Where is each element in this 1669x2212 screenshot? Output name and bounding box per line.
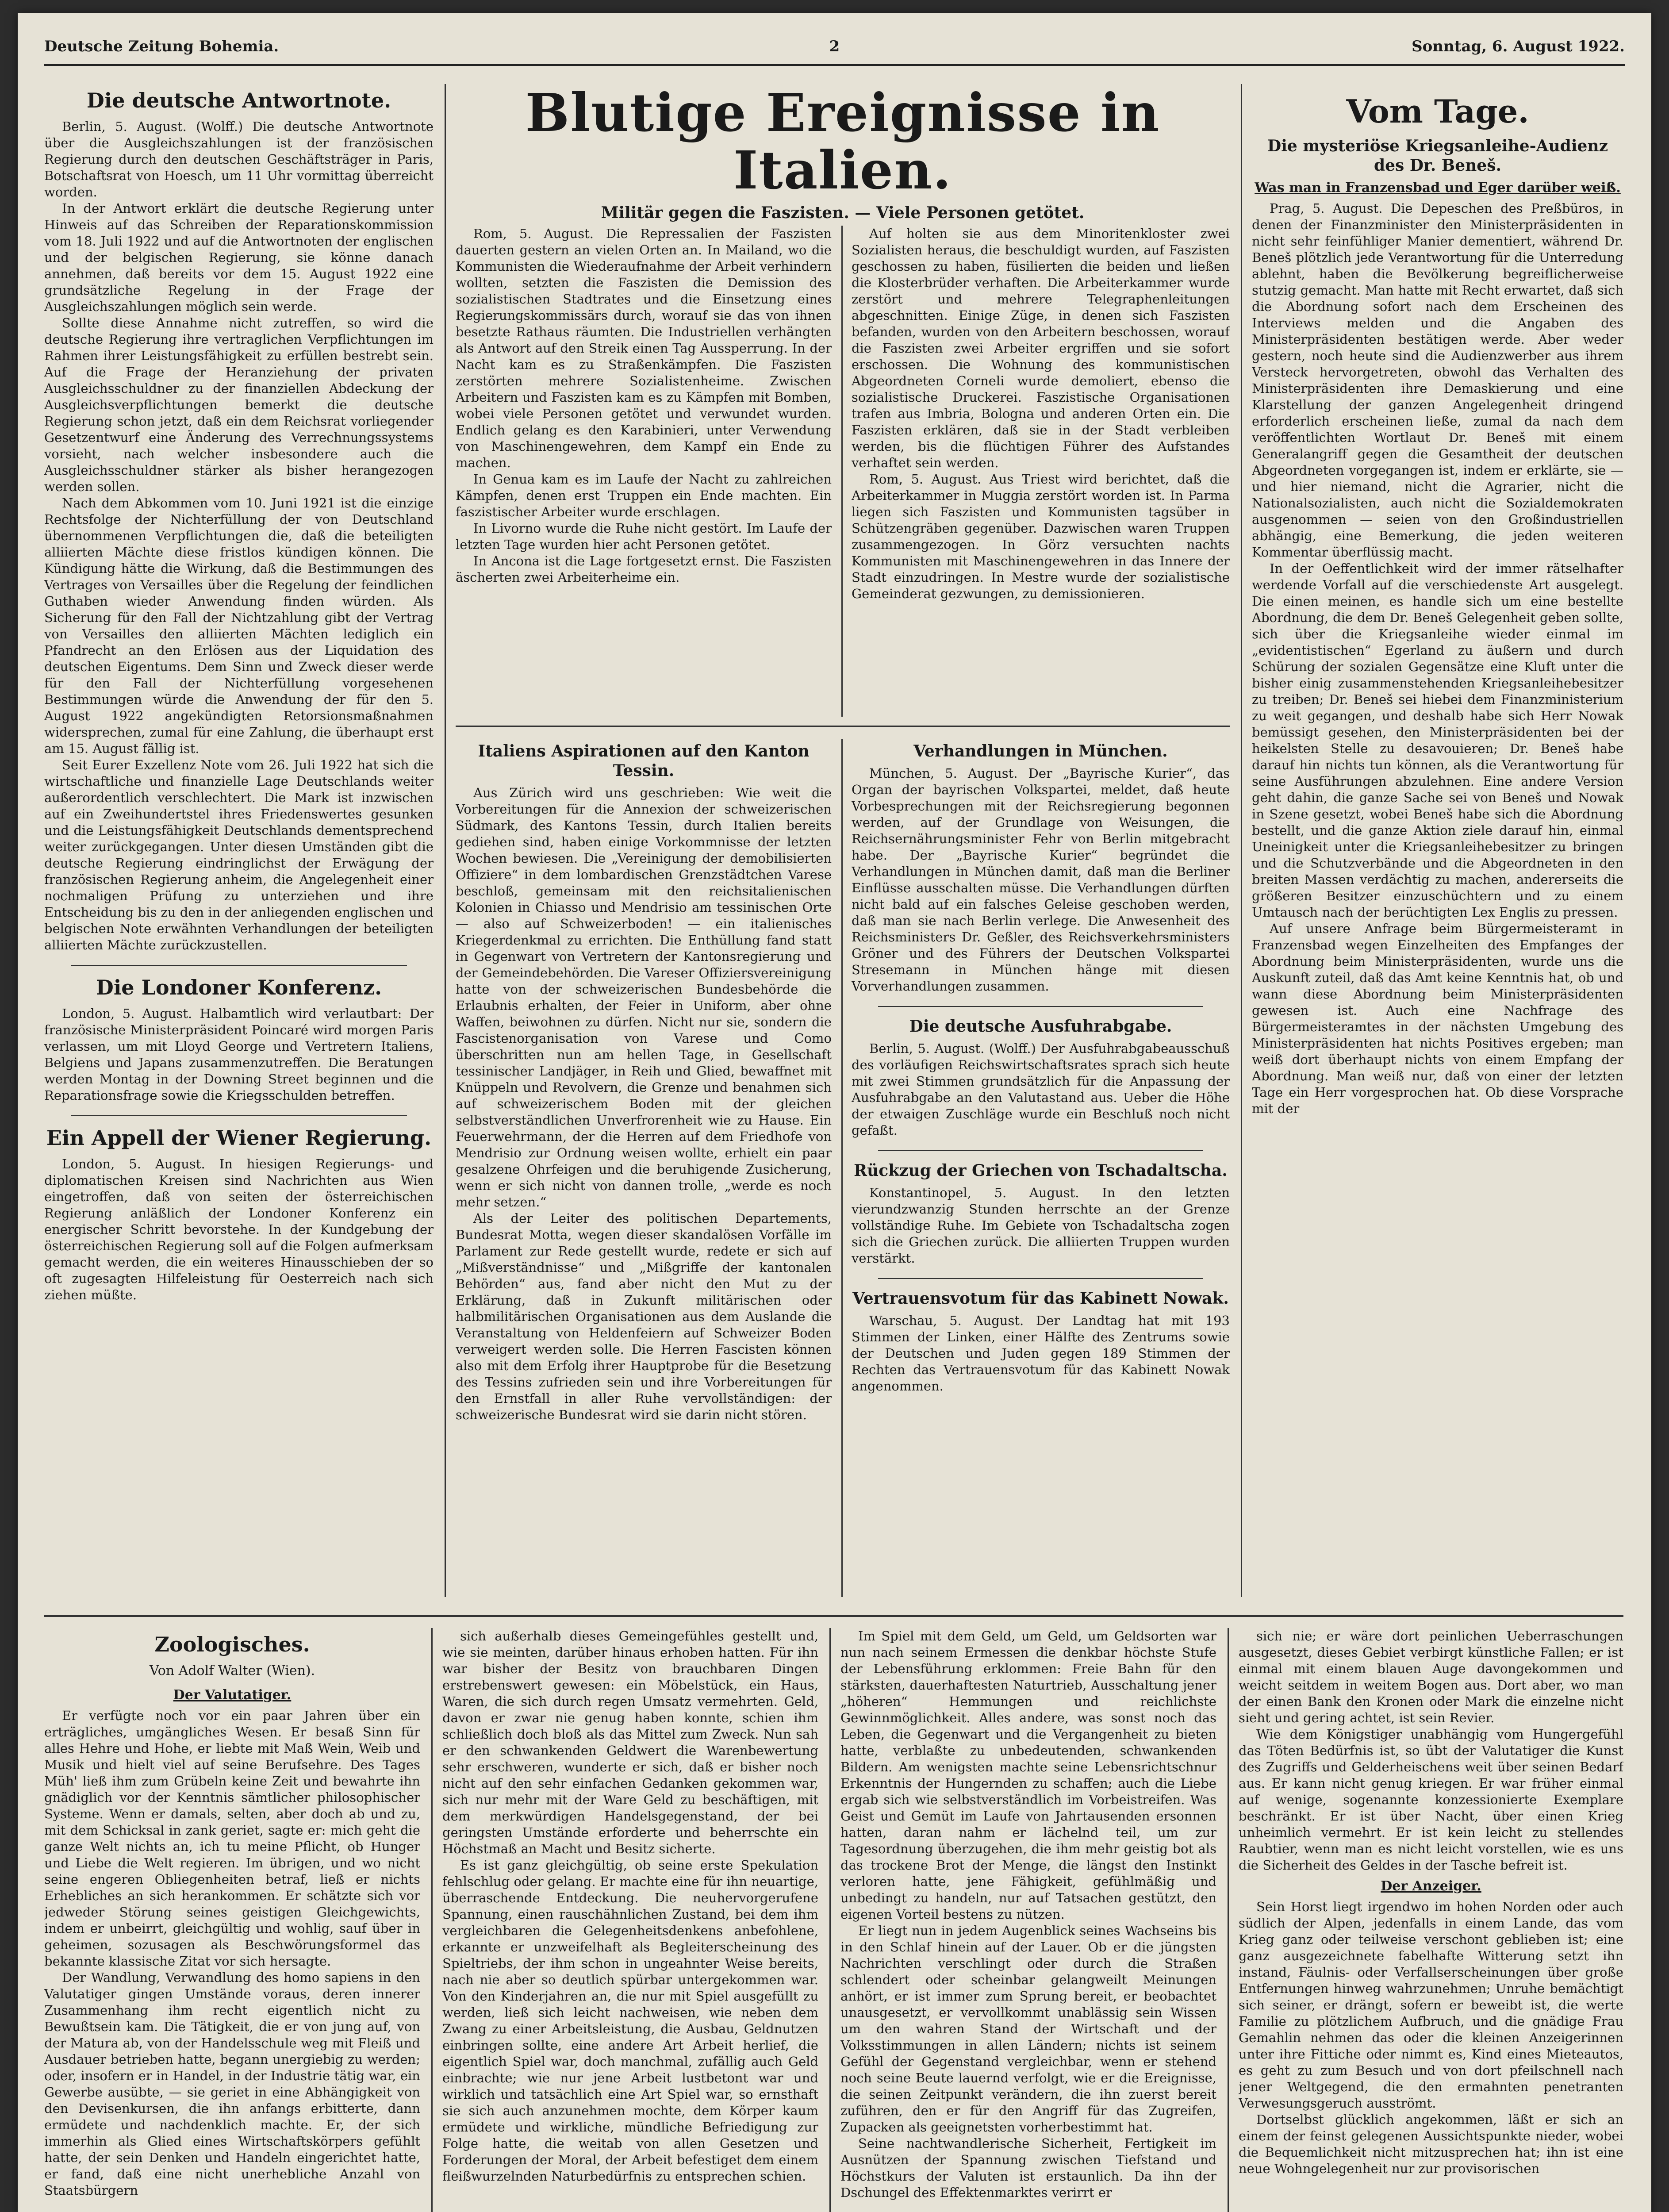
article-title-muenchen: Verhandlungen in München. <box>913 742 1168 760</box>
divider <box>878 1150 1203 1151</box>
paragraph: In Genua kam es im Laufe der Nacht zu zahlreichen Kämpfen, denen erst Truppen ein Ende machten. Ein faszistischer Arbeiter wurde erschlagen. <box>456 472 832 519</box>
column-italien-left <box>456 226 832 721</box>
paragraph: In der Antwort erklärt die deutsche Regierung unter Hinweis auf das Schreiben der Reparationskommission vom 18. Juli 1922 und auf die Antwortnoten der englischen und der belgischen Regierung, sie könne danach annehmen, daß bereits vor dem 15. August 1922 eine grundsätzliche Regelung in der Frage der Ausgleichszahlungen möglich sein werde. <box>44 201 434 314</box>
paragraph: In Ancona ist die Lage fortgesetzt ernst. Die Faszisten äscherten zwei Arbeiterheime ein. <box>456 553 832 585</box>
article-title-londoner-konferenz: Die Londoner Konferenz. <box>96 975 382 999</box>
issue-date: Sonntag, 6. August 1922. <box>1412 38 1625 55</box>
column-rule <box>841 739 843 1597</box>
column-rule <box>1241 84 1242 1597</box>
paragraph: Wie dem Königstiger unabhängig vom Hungergefühl das Töten Bedürfnis ist, so übt der Valutatiger die Kunst des Zugriffs und Gelderheischens weit über seinen Bedarf aus. Er kann nicht genug kriegen. Er war früher einmal auf wenige, sogenannte konzessionierte Exemplare beschränkt. Er ist über Nacht, über einen Krieg unheimlich vermehrt. Er ist kein leicht zu stellendes Raubtier, wenn man es nicht leicht vorstellen, wie es uns die Sicherheit des Geldes in der Tasche befreit ist. <box>1239 1727 1623 1873</box>
feuilleton-byline: Von Adolf Walter (Wien). <box>149 1663 315 1678</box>
article-title-tessin: Italiens Aspirationen auf den Kanton Tessin. <box>478 742 810 780</box>
newspaper-page <box>18 13 1651 2212</box>
paragraph: Prag, 5. August. Die Depeschen des Preßbüros, in denen der Finanzminister den Ministerpräsidenten in nicht sehr feinfühliger Manier dementiert, während Dr. Beneš plötzlich jede Verantwortung für die Unterredung ablehnt, haben die Bevölkerung begreiflicherweise stutzig gemacht. Man hatte mit Recht erwartet, daß sich die Abordnung sofort nach dem Erscheinen des Interviews melden und die Angaben des Ministerpräsidenten bestätigen werde. Aber weder gestern, noch heute sind die Audienzwerber aus ihrem Versteck hervorgetreten, obwohl das Verhalten des Ministerpräsidenten ihre Demaskierung und eine Klarstellung der ganzen Angelegenheit dringend erforderlich erscheinen ließe, zumal da nach dem veröffentlichten Wortlaut Dr. Beneš mit einem Generalangriff gegen die Gesamtheit der deutschen Abgeordneten vorgegangen ist, indem er erklärte, sie — und hier niemand, nicht die Agrarier, nicht die Nationalsozialisten, auch nicht die Sozialdemokraten ausgenommen — seien von den Großindustriellen abhängig, eine Bemerkung, die jeden weiteren Kommentar überflüssig macht. <box>1252 201 1623 560</box>
paragraph: Es ist ganz gleichgültig, ob seine erste Spekulation fehlschlug oder gelang. Er machte eine für ihn neuartige, überraschende Entdeckung. Die neuhervorgerufene Spannung, einen rauschähnlichen Zustand, bei dem ihm vergleichbaren die Gelegenheitsdenkens anbefohlene, erkannte er unzweifelhaft als Begleiterscheinung des Spieltriebs, der ihm schon in ungeahnter Weise bereits, nach nie aber so deutlich spürbar untergekommen war. Von den Kinderjahren an, die nur mit Spiel ausgefüllt zu werden, ließ sich leicht nachweisen, wie neben dem Zwang zu einer Arbeitsleistung, die Ausbau, Geldnutzen einbringen sollte, eine andere Art Arbeit herlief, die eigentlich Spiel war, doch manchmal, zufällig auch Geld einbrachte; wie nur jene Arbeit lustbetont war und wirklich und tatsächlich eine Art Spiel war, so ernsthaft sie sich auch anzunehmen mochte, dem Körper kaum ermüdete und wirkliche, mündliche Befriedigung zur Folge hatte, die weitab von allen Gesetzen und Forderungen der Moral, der Arbeit befestiget dem einem fleißwurzelnden Naturbedürfnis zu entsprechen schien. <box>442 1858 818 2184</box>
article-title-griechen: Rückzug der Griechen von Tschadaltscha. <box>854 1161 1228 1180</box>
paragraph: Er liegt nun in jedem Augenblick seines Wachseins bis in den Schlaf hinein auf der Lauer. Ob er die jüngsten Nachrichten verschlingt oder durch die Straßen schlendert oder scheinbar gelangweilt Meinungen anhört, er ist immer zum Sprung bereit, er beobachtet unausgesetzt, er vervollkommt unablässig sein Wissen um den wahren Stand der Wirtschaft und der Volksstimmungen in allen Ländern; nichts ist seinem Gefühl der Gegenstand vergleichbar, wenn er stehend noch seine Beute lauernd verfolgt, wie er die Ereignisse, die seinen Zeitpunkt verändern, die ihn zuerst bereit zuführen, den er für den Angriff für das Zugreifen, Zupacken als geeignetsten vorherbestimmt hat. <box>840 1923 1216 2135</box>
feuilleton-column-4 <box>1239 1628 1623 2212</box>
article-title-ausfuhrabgabe: Die deutsche Ausfuhrabgabe. <box>909 1017 1172 1036</box>
paragraph: Sein Horst liegt irgendwo im hohen Norden oder auch südlich der Alpen, jedenfalls in einem Lande, das vom Krieg ganz oder teilweise verschont geblieben ist; eine ganz ausgezeichnete fabelhafte Witterung setzt ihn instand, Fäulnis- oder Verfallserscheinungen über große Entfernungen hinweg wahrzunehmen; Unruhe bemächtigt sich seiner, er drängt, sofern er beweibt ist, die werte Familie zu plötzlichem Aufbruch, und die gnädige Frau Gemahlin nehmen das oder die kleinen Anzeigerinnen unter ihre Fittiche oder nimmt es, Kind eines Mieteautos, es geht zu zum Besuch und von dort pfeilschnell nach jener Weltgegend, die den ermahnten penetranten Verwesungsgeruch ausströmt. <box>1239 1899 1623 2111</box>
divider <box>878 1278 1203 1279</box>
paragraph: Er verfügte noch vor ein paar Jahren über ein erträgliches, umgängliches Wesen. Er besaß Sinn für alles Hehre und Hohe, er liebte mit Maß Wein, Weib und Musik und hielt viel auf seine Berufsehre. Des Tages Müh' ließ ihm zum Grübeln keine Zeit und bewahrte ihn gnädiglich vor der Kenntnis sämtlicher philosophischer Systeme. Wenn er damals, selten, aber doch ab und zu, mit dem Schicksal in zank geriet, sagte er: mich geht die ganze Welt nichts an, ich tu meine Pflicht, ob Hunger und Liebe die Welt regieren. Im übrigen, und wo nicht seine engeren Obliegenheiten betraf, ließ er nichts Erhebliches an sich herankommen. Er schätzte sich vor jedweder Störung seines geistigen Gleichgewichts, indem er unbeirrt, gleichgültig und wohlig, sauf über in geheimen, sozusagen als Beschwörungsformel das bekannte klassische Zitat vor sich hersagte. <box>44 1708 420 1969</box>
paragraph: Rom, 5. August. Die Repressalien der Faszisten dauerten gestern an vielen Orten an. In Mailand, wo die Kommunisten die Wiederaufnahme der Arbeit verhindern wollten, setzten die Faszisten die Demission des sozialistischen Stadtrates und die Einsetzung eines Regierungskommissärs durch, worauf sie das von ihnen besetzte Rathaus räumten. Die Industriellen verhängten als Antwort auf den Streik einen Tag Aussperrung. In der Nacht kam es zu Straßenkämpfen. Die Faszisten zerstörten mehrere Sozialistenheime. Zwischen Arbeitern und Faszisten kam es zu Kämpfen mit Bomben, wobei viele Personen getötet und verwundet wurden. Endlich gelang es den Karabinieri, unter Verwendung von Maschinengewehren, dem Kampf ein Ende zu machen. <box>456 226 832 470</box>
feuilleton-divider <box>44 1615 1623 1617</box>
column-rule <box>445 84 446 1597</box>
divider <box>71 1115 407 1116</box>
paragraph: Berlin, 5. August. (Wolff.) Der Ausfuhrabgabeausschuß des vorläufigen Reichswirtschaftsrates sprach sich heute mit zwei Stimmen grundsätzlich für die Anpassung der Ausfuhrabgabe an den Valutastand aus. Ueber die Höhe der etwaigen Zuschläge wurde ein Beschluß noch nicht gefaßt. <box>852 1041 1230 1138</box>
paragraph: Warschau, 5. August. Der Landtag hat mit 193 Stimmen der Linken, einer Hälfte des Zentrums sowie der Deutschen und Juden gegen 189 Stimmen der Rechten das Vertrauensvotum für das Kabinett Nowak angenommen. <box>852 1313 1230 1394</box>
paragraph: Konstantinopel, 5. August. In den letzten vierundzwanzig Stunden herrschte an der Grenze vollständige Ruhe. Im Gebiete von Tschadaltscha zogen sich die Griechen zurück. Die alliierten Truppen wurden verstärkt. <box>852 1185 1230 1266</box>
section-title-vom-tage: Vom Tage. <box>1346 92 1529 130</box>
divider <box>71 965 407 966</box>
paragraph: London, 5. August. Halbamtlich wird verlautbart: Der französische Ministerpräsident Poincaré wird morgen Paris verlassen, um mit Lloyd George und Vertretern Italiens, Belgiens und Japans zusammenzutreffen. Die Beratungen werden Montag in der Downing Street beginnen und die Reparationsfrage sowie die Kriegsschulden betreffen. <box>44 1006 434 1103</box>
page-number: 2 <box>829 38 840 55</box>
article-title-nowak: Vertrauensvotum für das Kabinett Nowak. <box>852 1289 1229 1308</box>
paragraph: Im Spiel mit dem Geld, um Geld, um Geldsorten war nun nach seinem Ermessen die denkbar höchste Stufe der Lebensführung erklommen: Freie Bahn für den stärksten, dauerhaftesten Naturtrieb, Ausschaltung jener „höheren“ Hemmungen und reichlichste Gewinnmöglichkeit. Alles andere, was sonst noch das Leben, die Gegenwart und die Vergangenheit zu bieten hatte, verblaßte zu unbedeutenden, schwankenden Bildern. Am wenigsten machte seine Lebensrichtschnur Erkenntnis der Hungernden zu schaffen; auch die Liebe ergab sich wie selbstverständlich im Vorbeistreifen. Was Geist und Gemüt im Laufe von Jahrtausenden ersonnen hatten, daran nahm er lächelnd teil, um zur Tagesordnung überzugehen, die ihm mehr geistig bot als das trockene Brot der Menge, die längst den Instinkt verloren hatte, jene Fähigkeit, gefühlmäßig und unbedingt zu handeln, nur auf Tatsachen gestützt, den eigenen Vorteil bestens zu nützen. <box>840 1628 1216 1922</box>
feuilleton-column-3 <box>840 1628 1216 2212</box>
paragraph: sich außerhalb dieses Gemeingefühles gestellt und, wie sie meinten, darüber hinaus erhoben hatten. Für ihn war bisher der Besitz von brauchbaren Dingen erstrebenswert gewesen: ein Möbelstück, ein Haus, Waren, die sich durch regen Umsatz vermehrten. Geld, davon er zwar nie genug haben konnte, schien ihm schließlich doch bloß als das Mittel zum Zweck. Nun sah er den schwankenden Geldwert die Warenbewertung sehr erschweren, wunderte er sich, daß er bisher noch nicht auf den sehr einfachen Gedanken gekommen war, sich nur mehr mit der Ware Geld zu beschäftigen, mit dem merkwürdigen Handelsgegenstand, der bei geringsten Umstände erforderte und beherrschte ein Höchstmaß an Macht und Besitz sicherte. <box>442 1628 818 1856</box>
masthead-name: Deutsche Zeitung Bohemia. <box>44 38 279 55</box>
paragraph: Sollte diese Annahme nicht zutreffen, so wird die deutsche Regierung ihre vertraglichen Verpflichtungen im Rahmen ihrer Leistungsfähigkeit zu erfüllen bestrebt sein. Auf die Frage der Heranziehung der privaten Ausgleichsschuldner zu der finanziellen Abdeckung der Ausgleichsverpflichtungen bemerkt die deutsche Regierung schon jetzt, daß ein dem Reichsrat vorliegender Gesetzentwurf eine Änderung des Verrechnungssystems vorsieht, nach welcher insbesondere auch die Ausgleichsschuldner stärker als bisher herangezogen werden sollen. <box>44 315 434 494</box>
paragraph: Als der Leiter des politischen Departements, Bundesrat Motta, wegen dieser skandalösen Vorfälle im Parlament zur Rede gestellt wurde, redete er sich auf „Mißverständnisse“ und „Mißgriffe der kantonalen Behörden“ aus, fand aber nicht den Mut zu der Erklärung, daß in Zukunft militärischen oder halbmilitärischen Organisationen aus dem Auslande die Veranstaltung von Heldenfeiern auf Schweizer Boden verweigert werden solle. Die Herren Fascisten können also mit dem Erfolg ihrer Hauptprobe für die Besetzung des Tessins zufrieden sein und ihre Vorbereitungen für den Ernstfall in aller Ruhe vervollständigen: der schweizerische Bundesrat wird sie darin nicht stören. <box>456 1211 832 1422</box>
divider <box>878 1006 1203 1007</box>
column-rule <box>829 1628 831 2212</box>
column-italien-right <box>852 226 1230 721</box>
paragraph: Der Wandlung, Verwandlung des homo sapiens in den Valutatiger gingen Umstände voraus, deren innerer Zusammenhang ihm recht eigentlich nicht zu Bewußtsein kam. Die Tätigkeit, die er von jung auf, von der Matura ab, von der Handelsschule weg mit Fleiß und Ausdauer betrieben hatte, begann unergiebig zu werden; oder, insofern er in Handel, in der Industrie tätig war, ein Gewerbe ausübte, — sie geriet in eine Abhängigkeit von den Devisenkursen, die ihn anfangs erbitterte, dann ermüdete und nachdenklich machte. Er, der sich immerhin als Glied eines Wirtschaftskörpers gefühlt hatte, der sein Denken und Handeln eingerichtet hatte, er fand, daß eine nicht unerhebliche Anzahl von Staatsbürgern <box>44 1970 420 2198</box>
paragraph: München, 5. August. Der „Bayrische Kurier“, das Organ der bayrischen Volkspartei, meldet, daß heute Vorbesprechungen mit der Reichsregierung begonnen werden, auf der Grundlage von Weisungen, die Reichsernährungsminister Fehr von Berlin mitgebracht habe. Der „Bayrische Kurier“ begründet die Verhandlungen in München damit, daß man die Berliner Einflüsse ausschalten müsse. Die Verhandlungen dürften nicht bald auf ein falsches Geleise geschoben werden, daß man sie nach Berlin verlege. Die Anwesenheit des Reichsministers Dr. Geßler, des Reichsverkehrsministers Gröner und des Führers der Deutschen Volkspartei Stresemann in München hänge mit diesen Vorverhandlungen zusammen. <box>852 766 1230 994</box>
page-header <box>44 38 1625 66</box>
paragraph: Dortselbst glücklich angekommen, läßt er sich an einem der feinst gelegenen Aussichtspunkte nieder, wobei die Bequemlichkeit nicht mitzusprechen hat; ihn ist eine neue Wohngelegenheit nur zur provisorischen <box>1239 2112 1623 2176</box>
feuilleton-title: Zoologisches. <box>154 1632 310 1656</box>
feuilleton-column-1 <box>44 1628 420 2212</box>
paragraph: Seine nachtwandlerische Sicherheit, Fertigkeit im Ausnützen der Spannung zwischen Tiefstand und Höchstkurs der Valuten ist erstaunlich. Da ihn der Dschungel des Effektenmarktes verirrt er <box>840 2136 1216 2200</box>
paragraph: Nach dem Abkommen vom 10. Juni 1921 ist die einzige Rechtsfolge der Nichterfüllung der von Deutschland übernommenen Verpflichtungen die, daß die beteiligten alliierten Mächte diese fristlos kündigen können. Die Kündigung hätte die Wirkung, daß die Bestimmungen des Vertrages von Versailles über die Regelung der feindlichen Guthaben wieder Anwendung finden würden. Als Sicherung für den Fall der Nichtzahlung gibt der Vertrag von Versailles den alliierten Mächten lediglich ein Pfandrecht an den Erlösen aus der Liquidation des deutschen Eigentums. Dem Sinn und Zweck dieser werde für den Fall der Nichterfüllung vorgesehenen Bestimmungen würde die Anwendung der für den 5. August 1922 angekündigten Retorsionsmaßnahmen widersprechen, zumal für eine Zahlung, die überhaupt erst am 15. August fällig ist. <box>44 495 434 756</box>
headline-block-italien <box>456 84 1230 226</box>
paragraph: In Livorno wurde die Ruhe nicht gestört. Im Laufe der letzten Tage wurden hier acht Personen getötet. <box>456 521 832 552</box>
paragraph: Aus Zürich wird uns geschrieben: Wie weit die Vorbereitungen für die Annexion der schweizerischen Südmark, des Kantons Tessin, durch Italien bereits gediehen sind, haben einige Vorkommnisse der letzten Wochen bewiesen. Die „Vereinigung der demobilisierten Offiziere“ in dem lombardischen Grenzstädtchen Varese beschloß, gemeinsam mit den reichsitalienischen Kolonien in Chiasso und Mendrisio am tessinischen Orte — also auf Schweizerboden! — ein italienisches Kriegerdenkmal zu errichten. Die Enthüllung fand statt in Gegenwart von Vertretern der Kantonsregierung und der Gemeindebehörden. Die Vareser Offiziersvereinigung hatte von der schweizerischen Bundesbehörde die Erlaubnis erhalten, der Feier in Uniform, aber ohne Waffen, beiwohnen zu dürfen. Nicht nur sie, sondern die Fascistenorganisation von Varese und Como überschritten nun am hellen Tage, in Gesellschaft tessinischer Landjäger, in Reih und Glied, bewaffnet mit Knüppeln und Revolvern, die Grenze und benahmen sich auf schweizerischem Boden mit der gleichen selbstverständlichen Unverfrorenheit wie zu Hause. Ein Feuerwehrmann, der die Herren auf dem Friedhofe von Mendrisio zur Ordnung weisen wollte, erhielt ein paar gesalzene Ohrfeigen und die beruhigende Zusicherung, wenn er sich nicht von dannen trolle, „werde es noch mehr setzen.“ <box>456 785 832 1210</box>
column-vom-tage <box>1252 84 1623 1601</box>
feuilleton-column-2 <box>442 1628 818 2212</box>
paragraph: Berlin, 5. August. (Wolff.) Die deutsche Antwortnote über die Ausgleichszahlungen ist der französischen Regierung durch den deutschen Geschäftsträger in Paris, Botschaftsrat von Hoesch, um 11 Uhr vormittag überreicht worden. <box>44 119 434 200</box>
paragraph: In der Oeffentlichkeit wird der immer rätselhafter werdende Vorfall auf die verschiedenste Art ausgelegt. Die einen meinen, es handle sich um eine bestellte Abordnung, die dem Dr. Beneš Gelegenheit geben sollte, sich über die Kriegsanleihe wieder einmal im „evidentistischen“ Egerland zu äußern und durch Schürung der sozialen Gegensätze eine Kluft unter die bisher einig zusammenstehenden Kriegsanleihebesitzer zu treiben; Dr. Beneš sei hiebei dem Finanzministerium zu weit gegangen, und deshalb habe sich Herr Nowak bemüssigt gesehen, den Ministerpräsidenten bei der heikelsten Stelle zu desavouieren; Dr. Beneš habe darauf hin nichts tun können, als die Verantwortung für seine Ausführungen abzulehnen. Eine andere Version geht dahin, die ganze Sache sei von Beneš und Nowak in Szene gesetzt, wobei Beneš habe sich die Abordnung bestellt, und die ganze Aktion ziele darauf hin, einmal Uneinigkeit unter die Kriegsanleihebesitzer zu bringen und die Schutzverbände und die Abgeordneten in den breiten Massen verdächtig zu machen, andererseits die größeren Besitzer einzuschüchtern und zu einem Umtausch nach der berüchtigten Lex Englis zu pressen. <box>1252 561 1623 920</box>
article-title-benes: Die mysteriöse Kriegsanleihe-Audienz des Dr. Beneš. <box>1267 137 1608 175</box>
column-tessin <box>456 739 832 1601</box>
main-headline: Blutige Ereignisse in Italien. <box>525 84 1160 201</box>
article-title-wiener-regierung: Ein Appell der Wiener Regierung. <box>46 1126 432 1150</box>
paragraph: sich nie; er wäre dort peinlichen Ueberraschungen ausgesetzt, dieses Gebiet verbirgt künstliche Fallen; er ist einmal mit einem blauen Auge davongekommen und weicht seitdem in weitem Bogen aus. Dort aber, wo man der einen Bank den Kronen oder Mark die einzelne nicht sieht und gering achtet, ist sein Revier. <box>1239 1628 1623 1725</box>
article-title-antwortnote: Die deutsche Antwortnote. <box>86 88 391 112</box>
paragraph: Rom, 5. August. Aus Triest wird berichtet, daß die Arbeiterkammer in Muggia zerstört worden ist. In Parma liegen sich Faszisten und Kommunisten tagsüber in Schützengräben gegenüber. Dazwischen waren Truppen zusammengezogen. In Görz versuchten nachts Kommunisten mit Maschinengewehren in das Innere der Stadt einzudringen. In Mestre wurde der sozialistische Gemeinderat gezwungen, zu demissionieren. <box>852 472 1230 601</box>
column-antwortnote <box>44 84 434 1601</box>
column-rule <box>841 226 843 717</box>
column-rule <box>1228 1628 1229 2212</box>
article-subtitle-benes: Was man in Franzensbad und Eger darüber weiß. <box>1255 180 1621 196</box>
section-divider <box>456 726 1230 727</box>
paragraph: Auf unsere Anfrage beim Bürgermeisteramt in Franzensbad wegen Einzelheiten des Empfanges der Abordnung beim Ministerpräsidenten, wurde uns die Auskunft zuteil, daß das Amt keine Kenntnis hat, ob und wann diese Abordnung beim Ministerpräsidenten gewesen ist. Auch eine Nachfrage des Bürgermeisteramtes in der nächsten Umgebung des Ministerpräsidenten hat nichts Positives ergeben; man weiß dort überhaupt nichts von einem Empfang der Abordnung. Man weiß nur, daß von einer der letzten Tage ein Herr vorgesprochen hat. Ob diese Vorsprache mit der <box>1252 921 1623 1116</box>
feuilleton-section-anzeiger: Der Anzeiger. <box>1381 1878 1481 1894</box>
paragraph: Seit Eurer Exzellenz Note vom 26. Juli 1922 hat sich die wirtschaftliche und finanzielle Lage Deutschlands weiter außerordentlich verschlechtert. Die Mark ist inzwischen auf ein Zweihundertstel ihres Friedenswertes gesunken und die Leistungsfähigkeit Deutschlands dementsprechend weiter zurückgegangen. Unter diesen Umständen gibt die deutsche Regierung eindringlichst der Erwägung der französischen Regierung anheim, die Angelegenheit einer nochmaligen Prüfung zu unterziehen und ihre Entscheidung bis zu den in der anliegenden englischen und belgischen Note erwähnten Verhandlungen der beteiligten alliierten Mächte zurückzustellen. <box>44 757 434 952</box>
feuilleton-section-valutatiger: Der Valutatiger. <box>173 1687 292 1703</box>
column-news-center-right <box>852 739 1230 1601</box>
column-rule <box>431 1628 433 2212</box>
paragraph: Auf holten sie aus dem Minoritenkloster zwei Sozialisten heraus, die beschuldigt wurden, auf Faszisten geschossen zu haben, füsilierten die beiden und ließen die Klosterbrüder verhaften. Die Arbeiterkammer wurde zerstört und mehrere Telegraphenleitungen abgeschnitten. Einige Züge, in denen sich Faszisten befanden, wurden von den Arbeitern beschossen, worauf die Faszisten zwei Arbeiter ergriffen und sie sofort erschossen. Die Wohnung des kommunistischen Abgeordneten Corneli wurde demoliert, ebenso die sozialistische Druckerei. Faszistische Organisationen trafen aus Imbria, Bologna und anderen Orten ein. Die Faszisten erklären, daß sie in der Stadt verbleiben werden, bis die flüchtigen Führer des Aufstandes verhaftet sein werden. <box>852 226 1230 470</box>
paragraph: London, 5. August. In hiesigen Regierungs- und diplomatischen Kreisen sind Nachrichten aus Wien eingetroffen, daß von seiten der österreichischen Regierung anläßlich der Londoner Konferenz ein energischer Schritt bevorstehe. In der Kundgebung der österreichischen Regierung soll auf die Folgen aufmerksam gemacht werden, die ein weiteres Hinausschieben der so oft zugesagten Hilfeleistung für Oesterreich nach sich ziehen müßte. <box>44 1156 434 1302</box>
main-subheadline: Militär gegen die Faszisten. — Viele Personen getötet. <box>601 204 1085 222</box>
